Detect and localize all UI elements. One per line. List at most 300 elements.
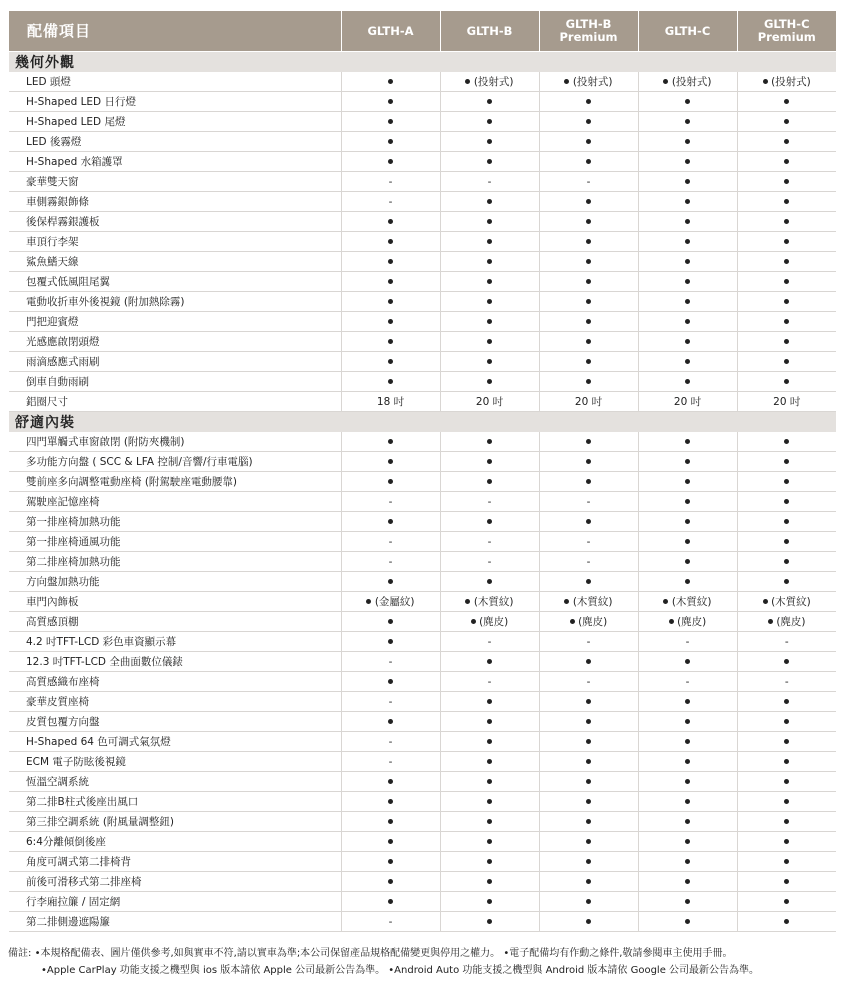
feature-value bbox=[341, 332, 440, 352]
feature-value bbox=[737, 92, 836, 112]
feature-name: 倒車自動雨刷 bbox=[9, 372, 341, 392]
feature-value bbox=[737, 432, 836, 452]
footnotes bbox=[8, 945, 843, 979]
feature-value: 20 吋 bbox=[737, 392, 836, 412]
bullet-icon bbox=[586, 119, 591, 124]
bullet-icon bbox=[388, 319, 393, 324]
feature-value: - bbox=[737, 632, 836, 652]
feature-value bbox=[638, 652, 737, 672]
feature-value: - bbox=[440, 492, 539, 512]
feature-value bbox=[638, 752, 737, 772]
feature-value bbox=[341, 272, 440, 292]
feature-value: 20 吋 bbox=[440, 392, 539, 412]
bullet-icon bbox=[487, 899, 492, 904]
feature-name: LED 頭燈 bbox=[9, 72, 341, 92]
bullet-icon bbox=[487, 319, 492, 324]
feature-value: - bbox=[341, 532, 440, 552]
table-row bbox=[9, 512, 836, 532]
bullet-icon bbox=[586, 239, 591, 244]
bullet-icon bbox=[784, 839, 789, 844]
feature-value: - bbox=[440, 532, 539, 552]
value-detail: (投射式) bbox=[470, 76, 514, 88]
feature-value bbox=[440, 452, 539, 472]
feature-value bbox=[737, 252, 836, 272]
feature-value bbox=[440, 132, 539, 152]
bullet-icon bbox=[685, 859, 690, 864]
feature-name: 車頂行李架 bbox=[9, 232, 341, 252]
feature-value bbox=[440, 572, 539, 592]
feature-value bbox=[638, 72, 737, 92]
feature-value bbox=[440, 192, 539, 212]
feature-value bbox=[539, 152, 638, 172]
table-row bbox=[9, 132, 836, 152]
feature-name: 角度可調式第二排椅背 bbox=[9, 852, 341, 872]
feature-name: 第三排空調系統 (附風量調整鈕) bbox=[9, 812, 341, 832]
feature-name: 鋁圈尺寸 bbox=[9, 392, 341, 412]
table-row bbox=[9, 452, 836, 472]
bullet-icon bbox=[388, 159, 393, 164]
feature-value bbox=[341, 612, 440, 632]
feature-value bbox=[737, 212, 836, 232]
bullet-icon bbox=[586, 359, 591, 364]
feature-name: H-Shaped 水箱護罩 bbox=[9, 152, 341, 172]
feature-value bbox=[341, 712, 440, 732]
feature-value bbox=[638, 812, 737, 832]
bullet-icon bbox=[685, 199, 690, 204]
table-row bbox=[9, 392, 836, 412]
feature-value bbox=[440, 212, 539, 232]
feature-value bbox=[737, 132, 836, 152]
feature-name: 門把迎賓燈 bbox=[9, 312, 341, 332]
feature-name: 雨滴感應式雨刷 bbox=[9, 352, 341, 372]
feature-value bbox=[539, 252, 638, 272]
bullet-icon bbox=[487, 299, 492, 304]
table-row bbox=[9, 192, 836, 212]
bullet-icon bbox=[388, 479, 393, 484]
feature-value bbox=[440, 692, 539, 712]
bullet-icon bbox=[487, 519, 492, 524]
bullet-icon bbox=[487, 879, 492, 884]
feature-name: 第二排B柱式後座出風口 bbox=[9, 792, 341, 812]
bullet-icon bbox=[784, 179, 789, 184]
bullet-icon bbox=[487, 99, 492, 104]
bullet-icon bbox=[784, 499, 789, 504]
feature-value bbox=[638, 232, 737, 252]
feature-value bbox=[638, 532, 737, 552]
bullet-icon bbox=[586, 479, 591, 484]
feature-value bbox=[440, 232, 539, 252]
bullet-icon bbox=[685, 219, 690, 224]
bullet-icon bbox=[388, 719, 393, 724]
bullet-icon bbox=[784, 279, 789, 284]
feature-value bbox=[737, 812, 836, 832]
feature-value bbox=[440, 832, 539, 852]
feature-value bbox=[638, 292, 737, 312]
value-detail: (投射式) bbox=[569, 76, 613, 88]
bullet-icon bbox=[685, 159, 690, 164]
feature-value bbox=[539, 92, 638, 112]
bullet-icon bbox=[784, 359, 789, 364]
bullet-icon bbox=[784, 779, 789, 784]
feature-value bbox=[737, 652, 836, 672]
feature-value bbox=[638, 472, 737, 492]
bullet-icon bbox=[784, 439, 789, 444]
table-row bbox=[9, 172, 836, 192]
section-title: 舒適內裝 bbox=[9, 412, 836, 433]
feature-value bbox=[737, 192, 836, 212]
feature-value: - bbox=[440, 632, 539, 652]
table-row bbox=[9, 632, 836, 652]
feature-value bbox=[737, 552, 836, 572]
table-row bbox=[9, 292, 836, 312]
bullet-icon bbox=[685, 879, 690, 884]
bullet-icon bbox=[487, 159, 492, 164]
table-row bbox=[9, 592, 836, 612]
value-detail: (麂皮) bbox=[475, 616, 509, 628]
feature-name: 恆溫空調系統 bbox=[9, 772, 341, 792]
feature-value: - bbox=[341, 912, 440, 932]
bullet-icon bbox=[487, 199, 492, 204]
feature-value bbox=[638, 792, 737, 812]
bullet-icon bbox=[487, 359, 492, 364]
table-row bbox=[9, 532, 836, 552]
table-row bbox=[9, 332, 836, 352]
section-header bbox=[9, 412, 836, 433]
feature-value bbox=[539, 132, 638, 152]
feature-value bbox=[539, 432, 638, 452]
feature-name: 四門單觸式車窗啟閉 (附防夾機制) bbox=[9, 432, 341, 452]
feature-value bbox=[440, 712, 539, 732]
footnote-line-1: 備註: •本規格配備表、圖片僅供參考,如與實車不符,請以實車為準;本公司保留產品規格配備變更與停用之權力。 •電子配備均有作動之條件,敬請參閱車主使用手冊。 bbox=[8, 948, 733, 959]
feature-value bbox=[737, 772, 836, 792]
bullet-icon bbox=[586, 879, 591, 884]
feature-value bbox=[737, 752, 836, 772]
bullet-icon bbox=[586, 219, 591, 224]
bullet-icon bbox=[685, 659, 690, 664]
feature-value bbox=[638, 492, 737, 512]
feature-name: 高質感頂棚 bbox=[9, 612, 341, 632]
feature-value bbox=[440, 652, 539, 672]
bullet-icon bbox=[784, 299, 789, 304]
feature-name: 第二排座椅加熱功能 bbox=[9, 552, 341, 572]
table-row bbox=[9, 852, 836, 872]
feature-value bbox=[737, 792, 836, 812]
feature-value bbox=[638, 332, 737, 352]
feature-value bbox=[638, 452, 737, 472]
bullet-icon bbox=[388, 879, 393, 884]
feature-value bbox=[737, 112, 836, 132]
feature-value bbox=[638, 732, 737, 752]
feature-value bbox=[341, 132, 440, 152]
feature-name: 高質感織布座椅 bbox=[9, 672, 341, 692]
bullet-icon bbox=[586, 459, 591, 464]
bullet-icon bbox=[685, 99, 690, 104]
bullet-icon bbox=[586, 139, 591, 144]
feature-value bbox=[341, 632, 440, 652]
table-row bbox=[9, 872, 836, 892]
feature-value bbox=[638, 712, 737, 732]
table-row bbox=[9, 72, 836, 92]
bullet-icon bbox=[685, 179, 690, 184]
feature-value bbox=[737, 512, 836, 532]
bullet-icon bbox=[685, 539, 690, 544]
feature-value bbox=[341, 92, 440, 112]
bullet-icon bbox=[685, 839, 690, 844]
bullet-icon bbox=[586, 719, 591, 724]
feature-value: 18 吋 bbox=[341, 392, 440, 412]
feature-name: 車門內飾板 bbox=[9, 592, 341, 612]
feature-value bbox=[539, 692, 638, 712]
feature-name: 第一排座椅通風功能 bbox=[9, 532, 341, 552]
feature-value: - bbox=[440, 172, 539, 192]
feature-value: - bbox=[341, 692, 440, 712]
bullet-icon bbox=[586, 819, 591, 824]
feature-value bbox=[737, 572, 836, 592]
header-title: 配備項目 bbox=[9, 11, 341, 52]
feature-value: 20 吋 bbox=[638, 392, 737, 412]
feature-value bbox=[440, 112, 539, 132]
feature-value bbox=[341, 112, 440, 132]
feature-name: 皮質包覆方向盤 bbox=[9, 712, 341, 732]
bullet-icon bbox=[388, 579, 393, 584]
feature-value bbox=[539, 472, 638, 492]
bullet-icon bbox=[784, 739, 789, 744]
section-header bbox=[9, 52, 836, 73]
feature-value bbox=[341, 772, 440, 792]
bullet-icon bbox=[487, 219, 492, 224]
feature-value bbox=[539, 352, 638, 372]
table-row bbox=[9, 472, 836, 492]
feature-value: - bbox=[341, 732, 440, 752]
bullet-icon bbox=[784, 719, 789, 724]
bullet-icon bbox=[388, 799, 393, 804]
feature-name: 豪華皮質座椅 bbox=[9, 692, 341, 712]
feature-value bbox=[440, 472, 539, 492]
bullet-icon bbox=[487, 759, 492, 764]
bullet-icon bbox=[685, 919, 690, 924]
feature-value bbox=[440, 732, 539, 752]
feature-value bbox=[737, 172, 836, 192]
bullet-icon bbox=[586, 899, 591, 904]
feature-value bbox=[539, 852, 638, 872]
bullet-icon bbox=[685, 479, 690, 484]
value-detail: (木質紋) bbox=[767, 596, 811, 608]
table-row bbox=[9, 232, 836, 252]
feature-name: 第二排側邊遮陽簾 bbox=[9, 912, 341, 932]
feature-value: - bbox=[341, 492, 440, 512]
bullet-icon bbox=[388, 79, 393, 84]
feature-value bbox=[737, 312, 836, 332]
feature-value bbox=[539, 332, 638, 352]
feature-value bbox=[341, 852, 440, 872]
feature-name: 車側霧銀飾條 bbox=[9, 192, 341, 212]
table-header bbox=[9, 11, 836, 52]
bullet-icon bbox=[784, 519, 789, 524]
table-row bbox=[9, 732, 836, 752]
feature-value bbox=[539, 72, 638, 92]
feature-name: 鯊魚鰭天線 bbox=[9, 252, 341, 272]
feature-value bbox=[737, 332, 836, 352]
feature-value bbox=[440, 612, 539, 632]
feature-value bbox=[737, 472, 836, 492]
bullet-icon bbox=[487, 479, 492, 484]
bullet-icon bbox=[487, 119, 492, 124]
bullet-icon bbox=[685, 379, 690, 384]
feature-value bbox=[539, 892, 638, 912]
bullet-icon bbox=[784, 99, 789, 104]
feature-name: 多功能方向盤 ( SCC & LFA 控制/音響/行車電腦) bbox=[9, 452, 341, 472]
feature-value bbox=[737, 592, 836, 612]
bullet-icon bbox=[784, 459, 789, 464]
value-detail: (金屬紋) bbox=[371, 596, 415, 608]
bullet-icon bbox=[685, 499, 690, 504]
feature-value bbox=[539, 272, 638, 292]
table-row bbox=[9, 552, 836, 572]
feature-value bbox=[638, 312, 737, 332]
bullet-icon bbox=[586, 319, 591, 324]
footnote-label: 備註: bbox=[8, 948, 32, 959]
feature-value bbox=[440, 512, 539, 532]
bullet-icon bbox=[487, 699, 492, 704]
value-detail: (木質紋) bbox=[668, 596, 712, 608]
feature-value bbox=[539, 452, 638, 472]
feature-value bbox=[638, 772, 737, 792]
feature-value bbox=[539, 712, 638, 732]
bullet-icon bbox=[586, 579, 591, 584]
bullet-icon bbox=[586, 799, 591, 804]
feature-value bbox=[341, 72, 440, 92]
bullet-icon bbox=[685, 799, 690, 804]
bullet-icon bbox=[388, 139, 393, 144]
feature-value bbox=[341, 372, 440, 392]
bullet-icon bbox=[487, 579, 492, 584]
bullet-icon bbox=[685, 819, 690, 824]
feature-value bbox=[440, 312, 539, 332]
table-row bbox=[9, 112, 836, 132]
feature-value bbox=[341, 892, 440, 912]
feature-value bbox=[737, 272, 836, 292]
bullet-icon bbox=[388, 339, 393, 344]
table-row bbox=[9, 712, 836, 732]
feature-value bbox=[638, 552, 737, 572]
feature-name: 駕駛座記憶座椅 bbox=[9, 492, 341, 512]
feature-value: - bbox=[341, 752, 440, 772]
table-row bbox=[9, 692, 836, 712]
bullet-icon bbox=[487, 239, 492, 244]
feature-value bbox=[440, 292, 539, 312]
feature-value bbox=[638, 432, 737, 452]
feature-value bbox=[539, 872, 638, 892]
feature-value bbox=[440, 352, 539, 372]
bullet-icon bbox=[388, 99, 393, 104]
feature-value bbox=[440, 772, 539, 792]
bullet-icon bbox=[388, 819, 393, 824]
feature-value bbox=[737, 72, 836, 92]
feature-value bbox=[638, 252, 737, 272]
feature-value bbox=[440, 272, 539, 292]
feature-value bbox=[341, 572, 440, 592]
bullet-icon bbox=[586, 379, 591, 384]
bullet-icon bbox=[784, 159, 789, 164]
bullet-icon bbox=[586, 739, 591, 744]
header-variant-glth-b-premium: GLTH-B Premium bbox=[539, 11, 638, 52]
feature-value: - bbox=[539, 532, 638, 552]
feature-value bbox=[539, 792, 638, 812]
feature-value bbox=[341, 672, 440, 692]
bullet-icon bbox=[685, 559, 690, 564]
feature-value bbox=[737, 232, 836, 252]
feature-value bbox=[341, 212, 440, 232]
table-row bbox=[9, 432, 836, 452]
bullet-icon bbox=[487, 799, 492, 804]
feature-value bbox=[539, 232, 638, 252]
bullet-icon bbox=[784, 219, 789, 224]
table-row bbox=[9, 352, 836, 372]
feature-name: 6:4分離傾倒後座 bbox=[9, 832, 341, 852]
table-body bbox=[9, 52, 836, 932]
bullet-icon bbox=[685, 119, 690, 124]
feature-value bbox=[638, 892, 737, 912]
table-row bbox=[9, 912, 836, 932]
value-detail: (麂皮) bbox=[772, 616, 806, 628]
feature-value: - bbox=[539, 552, 638, 572]
bullet-icon bbox=[487, 139, 492, 144]
bullet-icon bbox=[784, 899, 789, 904]
feature-value bbox=[737, 712, 836, 732]
feature-value bbox=[638, 512, 737, 532]
bullet-icon bbox=[685, 699, 690, 704]
bullet-icon bbox=[784, 879, 789, 884]
feature-value bbox=[638, 912, 737, 932]
feature-value bbox=[440, 812, 539, 832]
value-detail: (麂皮) bbox=[673, 616, 707, 628]
feature-value: - bbox=[341, 192, 440, 212]
feature-name: 後保桿霧銀護板 bbox=[9, 212, 341, 232]
bullet-icon bbox=[685, 459, 690, 464]
table-row bbox=[9, 892, 836, 912]
feature-value bbox=[638, 852, 737, 872]
bullet-icon bbox=[784, 759, 789, 764]
bullet-icon bbox=[784, 379, 789, 384]
feature-value bbox=[440, 152, 539, 172]
table-row bbox=[9, 92, 836, 112]
bullet-icon bbox=[586, 779, 591, 784]
bullet-icon bbox=[388, 379, 393, 384]
feature-value bbox=[638, 152, 737, 172]
feature-value bbox=[440, 92, 539, 112]
bullet-icon bbox=[685, 259, 690, 264]
feature-value bbox=[737, 912, 836, 932]
feature-value bbox=[638, 572, 737, 592]
feature-value bbox=[638, 132, 737, 152]
feature-value bbox=[539, 652, 638, 672]
feature-value bbox=[341, 512, 440, 532]
bullet-icon bbox=[685, 319, 690, 324]
feature-value bbox=[440, 332, 539, 352]
bullet-icon bbox=[685, 239, 690, 244]
section-title: 幾何外觀 bbox=[9, 52, 836, 73]
feature-name: 豪華雙天窗 bbox=[9, 172, 341, 192]
table-row bbox=[9, 272, 836, 292]
feature-value bbox=[737, 452, 836, 472]
feature-value bbox=[737, 692, 836, 712]
bullet-icon bbox=[685, 359, 690, 364]
feature-value bbox=[638, 112, 737, 132]
table-row bbox=[9, 672, 836, 692]
bullet-icon bbox=[685, 719, 690, 724]
feature-value bbox=[539, 612, 638, 632]
feature-value bbox=[539, 212, 638, 232]
